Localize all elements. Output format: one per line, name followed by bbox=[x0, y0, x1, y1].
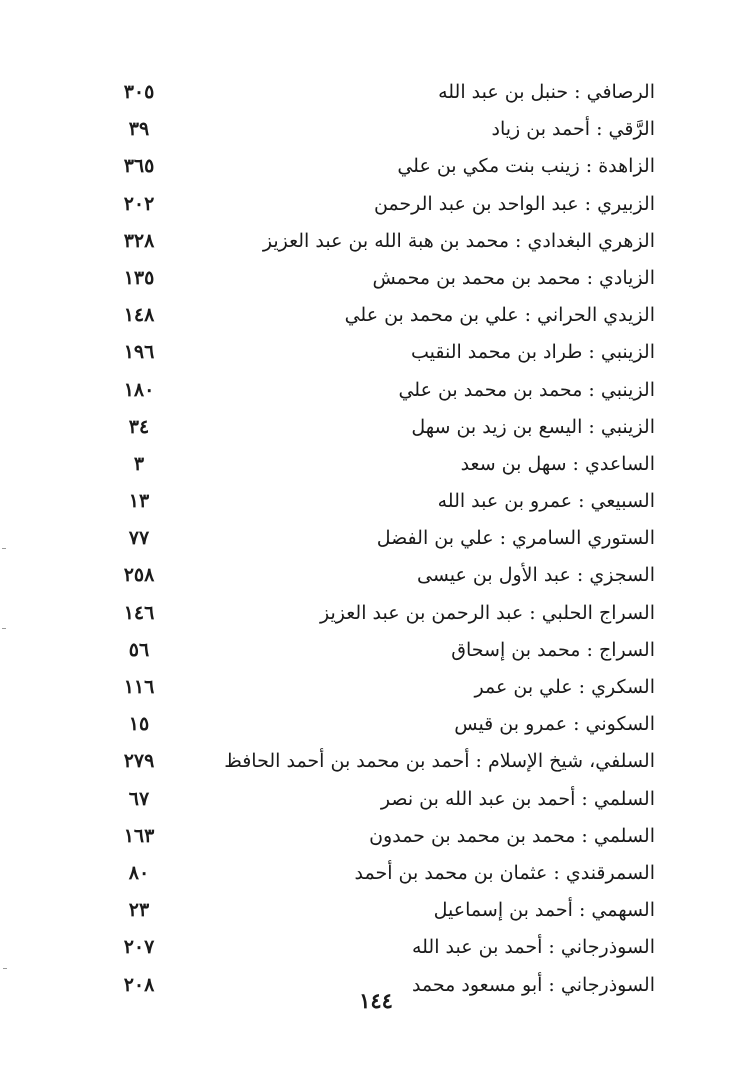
entry-name: الزينبي : اليسع بن زيد بن سهل bbox=[411, 415, 655, 438]
index-entry bbox=[110, 260, 655, 297]
index-entry bbox=[110, 186, 655, 223]
entry-name: الزينبي : طراد بن محمد النقيب bbox=[410, 341, 655, 364]
index-entry bbox=[110, 781, 655, 818]
scan-artifact bbox=[3, 968, 7, 969]
entry-name: السلمي : محمد بن محمد بن حمدون bbox=[369, 824, 655, 847]
entry-page-ref: ١١٦ bbox=[123, 676, 155, 698]
entry-name: السوذرجاني : أبو مسعود محمد bbox=[411, 973, 655, 996]
entry-name: الزينبي : محمد بن محمد بن علي bbox=[398, 378, 655, 401]
entry-name: السلفي، شيخ الإسلام : أحمد بن محمد بن أحمد الحافظ bbox=[224, 750, 655, 773]
entry-page-ref: ١٤٦ bbox=[123, 601, 155, 624]
entry-name: السهمي : أحمد بن إسماعيل bbox=[433, 899, 655, 922]
scan-artifact bbox=[2, 628, 6, 629]
index-entry bbox=[110, 632, 655, 669]
entry-page-ref: ٣٠٥ bbox=[123, 81, 155, 103]
page-number: ١٤٤ bbox=[359, 988, 393, 1013]
index-entry bbox=[110, 892, 655, 929]
entry-page-ref: ١٥ bbox=[128, 713, 150, 736]
entry-page-ref: ١٩٦ bbox=[123, 341, 155, 364]
index-entry bbox=[110, 706, 655, 743]
index-entry bbox=[110, 743, 655, 780]
entry-name: السكوني : عمرو بن قيس bbox=[454, 713, 655, 736]
index-entry bbox=[110, 372, 655, 409]
entry-page-ref: ١٤٨ bbox=[123, 304, 155, 327]
entry-page-ref: ٣٢٨ bbox=[123, 229, 155, 252]
index-entry bbox=[110, 595, 655, 632]
entry-name: الزيدي الحراني : علي بن محمد بن علي bbox=[344, 304, 655, 327]
entry-name: السجزي : عبد الأول بن عيسى bbox=[417, 564, 655, 587]
entry-page-ref: ٧٧ bbox=[128, 527, 150, 550]
entry-page-ref: ٢٧٩ bbox=[123, 750, 155, 773]
entry-page-ref: ٢٠٨ bbox=[123, 973, 155, 996]
entry-page-ref: ٢٥٨ bbox=[123, 564, 155, 587]
index-entry bbox=[110, 74, 655, 111]
entry-name: الزاهدة : زينب بنت مكي بن علي bbox=[397, 155, 655, 178]
index-entry bbox=[110, 111, 655, 148]
index-entry bbox=[110, 446, 655, 483]
entry-name: السراج : محمد بن إسحاق bbox=[451, 638, 655, 661]
index-entry bbox=[110, 297, 655, 334]
entry-page-ref: ١٣ bbox=[128, 490, 150, 513]
index-entry bbox=[110, 483, 655, 520]
entry-page-ref: ٢٠٧ bbox=[123, 936, 155, 959]
index-entry bbox=[110, 409, 655, 446]
index-entry bbox=[110, 520, 655, 557]
entry-page-ref: ٥٦ bbox=[128, 638, 150, 661]
entry-page-ref: ٣٤ bbox=[128, 415, 150, 438]
entry-page-ref: ٣ bbox=[133, 452, 145, 475]
entry-name: الستوري السامري : علي بن الفضل bbox=[376, 527, 655, 550]
entry-page-ref: ٢٠٢ bbox=[123, 192, 155, 215]
index-entry bbox=[110, 334, 655, 371]
index-entry bbox=[110, 669, 655, 706]
entry-name: السراج الحلبي : عبد الرحمن بن عبد العزيز bbox=[320, 601, 655, 624]
name-index-list bbox=[110, 74, 655, 1004]
index-entry bbox=[110, 223, 655, 260]
index-entry bbox=[110, 855, 655, 892]
entry-page-ref: ٦٧ bbox=[128, 787, 150, 810]
entry-page-ref: ٣٦٥ bbox=[123, 155, 155, 178]
entry-name: الساعدي : سهل بن سعد bbox=[460, 452, 655, 475]
entry-name: الزيادي : محمد بن محمد بن محمش bbox=[372, 266, 655, 289]
index-entry bbox=[110, 148, 655, 185]
entry-name: الزبيري : عبد الواحد بن عبد الرحمن bbox=[373, 192, 655, 215]
index-entry bbox=[110, 929, 655, 966]
entry-name: الرصافي : حنبل بن عبد الله bbox=[438, 81, 655, 103]
entry-page-ref: ٣٩ bbox=[128, 118, 150, 141]
entry-name: السبيعي : عمرو بن عبد الله bbox=[437, 490, 655, 513]
entry-name: السمرقندي : عثمان بن محمد بن أحمد bbox=[354, 861, 655, 884]
entry-page-ref: ٢٣ bbox=[128, 899, 150, 922]
entry-page-ref: ٨٠ bbox=[128, 861, 150, 884]
entry-page-ref: ١٣٥ bbox=[123, 266, 155, 289]
scan-artifact bbox=[2, 548, 6, 549]
entry-page-ref: ١٦٣ bbox=[123, 824, 155, 847]
entry-name: الزهري البغدادي : محمد بن هبة الله بن عبد العزيز bbox=[262, 229, 655, 252]
entry-name: السوذرجاني : أحمد بن عبد الله bbox=[411, 936, 655, 959]
entry-name: السكري : علي بن عمر bbox=[474, 676, 655, 698]
index-entry bbox=[110, 818, 655, 855]
entry-name: الرَّقي : أحمد بن زياد bbox=[491, 118, 655, 141]
entry-name: السلمي : أحمد بن عبد الله بن نصر bbox=[380, 787, 655, 810]
index-entry bbox=[110, 557, 655, 594]
entry-page-ref: ١٨٠ bbox=[123, 378, 155, 401]
